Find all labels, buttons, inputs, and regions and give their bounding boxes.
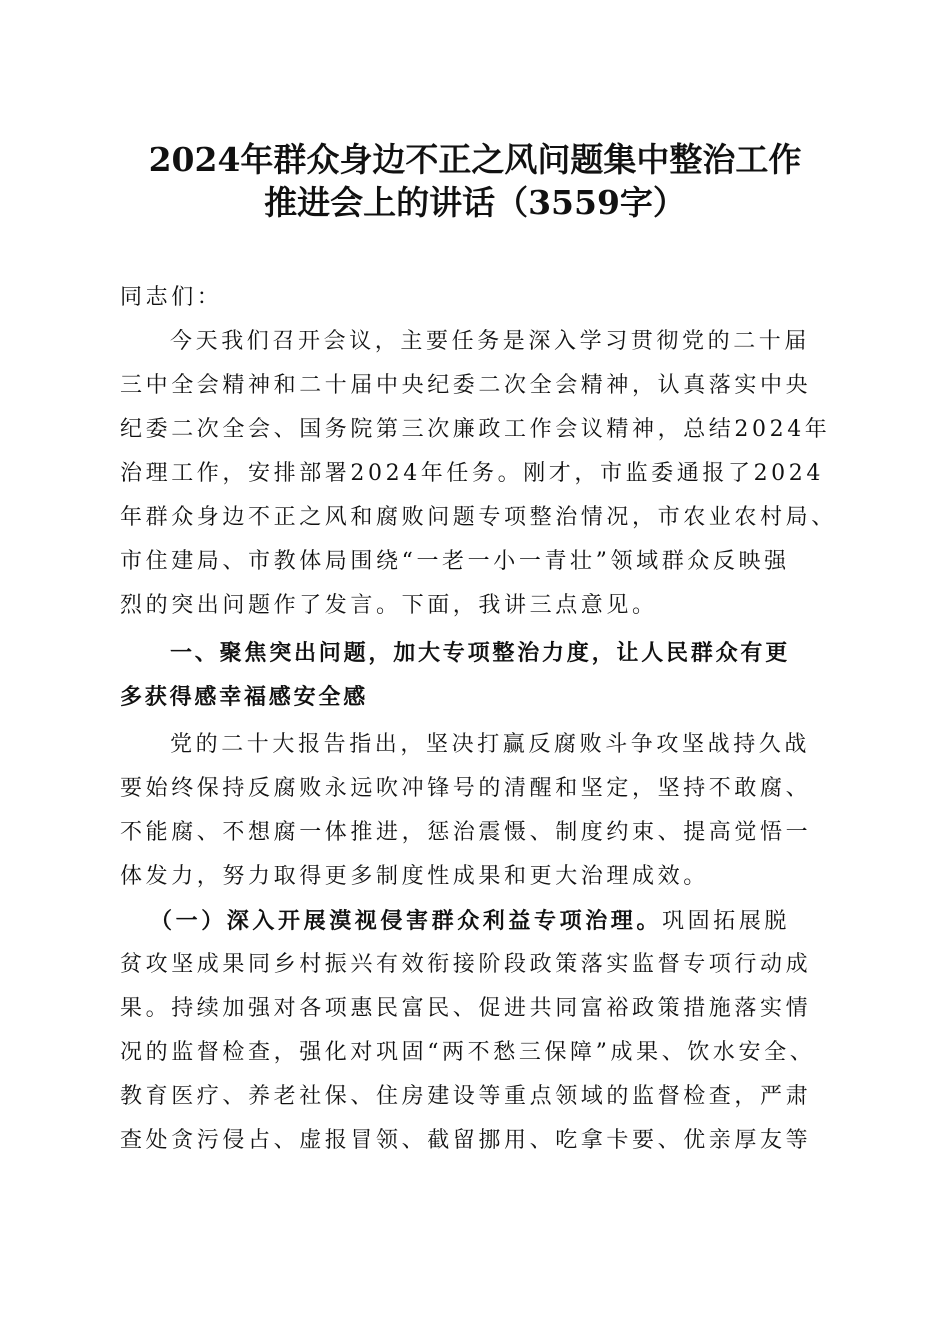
- paragraph-2-line: 党的二十大报告指出，坚决打赢反腐败斗争攻坚战持久战: [170, 732, 811, 757]
- section-heading-1-line: 多获得感幸福感安全感: [120, 685, 369, 710]
- paragraph-3-line: 况的监督检查，强化对巩固“两不愁三保障”成果、饮水安全、: [120, 1040, 816, 1065]
- subsection-line: [150, 906, 790, 937]
- document-title-line-2: 推进会上的讲话（3559字）: [264, 183, 686, 222]
- section-heading-1-line: 一、聚焦突出问题，加大专项整治力度，让人民群众有更: [170, 641, 791, 666]
- greeting: 同志们：: [120, 285, 223, 310]
- paragraph-2-line: 不能腐、不想腐一体推进，惩治震慑、制度约束、提高觉悟一: [120, 820, 812, 845]
- paragraph-3-line: 果。持续加强对各项惠民富民、促进共同富裕政策措施落实情: [120, 996, 812, 1021]
- paragraph-3-line: 教育医疗、养老社保、住房建设等重点领域的监督检查，严肃: [120, 1084, 812, 1109]
- paragraph-1-line: 年群众身边不正之风和腐败问题专项整治情况，市农业农村局、: [120, 505, 837, 530]
- paragraph-2-line: 体发力，努力取得更多制度性成果和更大治理成效。: [120, 864, 709, 889]
- paragraph-1-line: 三中全会精神和二十届中央纪委二次全会精神，认真落实中央: [120, 373, 812, 398]
- paragraph-2-line: 要始终保持反腐败永远吹冲锋号的清醒和坚定，坚持不敢腐、: [120, 776, 812, 801]
- paragraph-1-line: 今天我们召开会议，主要任务是深入学习贯彻党的二十届: [170, 329, 811, 354]
- paragraph-1-line: 治理工作，安排部署2024年任务。刚才，市监委通报了2024: [120, 461, 824, 486]
- paragraph-3-line: 贫攻坚成果同乡村振兴有效衔接阶段政策落实监督专项行动成: [120, 952, 812, 977]
- paragraph-3-line: 查处贪污侵占、虚报冒领、截留挪用、吃拿卡要、优亲厚友等: [120, 1128, 812, 1153]
- paragraph-3-line: 巩固拓展脱: [662, 909, 791, 934]
- document-title-line-1: 2024年群众身边不正之风问题集中整治工作: [148, 140, 802, 179]
- paragraph-1-line: 纪委二次全会、国务院第三次廉政工作会议精神，总结2024年: [120, 417, 831, 442]
- paragraph-1-line: 市住建局、市教体局围绕“一老一小一青壮”领域群众反映强: [120, 549, 790, 574]
- paragraph-1-line: 烈的突出问题作了发言。下面，我讲三点意见。: [120, 593, 658, 618]
- subsection-heading-1: （一）深入开展漠视侵害群众利益专项治理。: [150, 908, 663, 934]
